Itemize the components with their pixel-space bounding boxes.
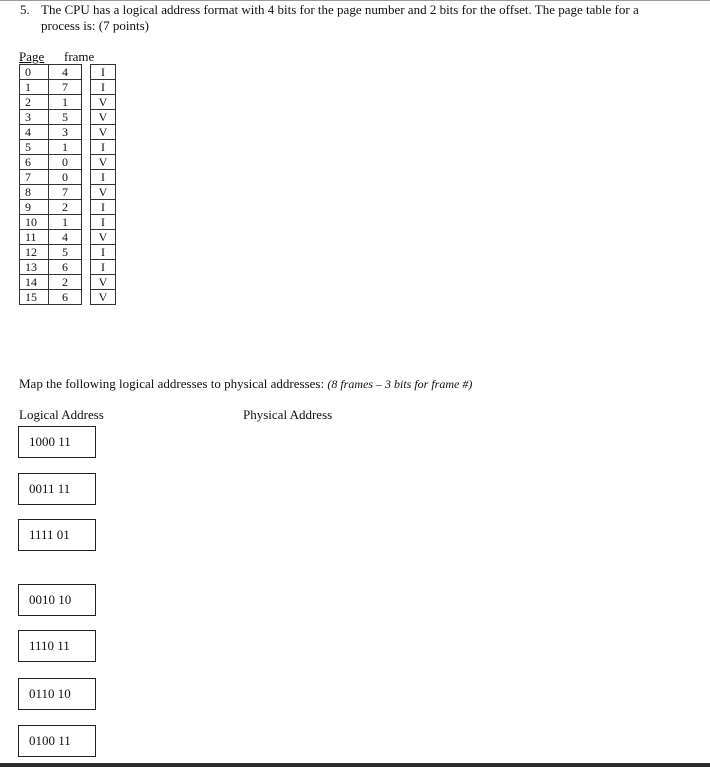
frame-number-cell: 6 [49,260,82,275]
page-table-row [20,275,116,290]
valid-bit-cell: V [91,125,116,140]
page-number-cell: 14 [20,275,49,290]
valid-bit-cell: I [91,140,116,155]
page-table-row [20,95,116,110]
valid-bit-cell: I [91,200,116,215]
logical-address-header: Logical Address [19,407,104,422]
physical-address-header: Physical Address [243,407,333,422]
cell-gap [82,185,91,200]
page-table-row [20,155,116,170]
page-number-cell: 2 [20,95,49,110]
frame-number-cell: 1 [49,95,82,110]
page-number-cell: 7 [20,170,49,185]
page-table-row [20,260,116,275]
valid-bit-cell: V [91,185,116,200]
page-table-row [20,80,116,95]
frame-number-cell: 5 [49,110,82,125]
question-text [20,2,700,34]
valid-bit-cell: V [91,110,116,125]
cell-gap [82,230,91,245]
page-number-cell: 10 [20,215,49,230]
mapping-instruction-text: Map the following logical addresses to physical addresses: [19,376,325,391]
frame-number-cell: 0 [49,155,82,170]
cell-gap [82,125,91,140]
cell-gap [82,200,91,215]
logical-address-box: 0110 10 [18,678,96,710]
mapping-instruction [19,376,472,392]
valid-bit-cell: I [91,260,116,275]
cell-gap [82,260,91,275]
frame-number-cell: 3 [49,125,82,140]
frame-number-cell: 6 [49,290,82,305]
page-table-row [20,290,116,305]
frame-header: frame [64,49,95,64]
valid-bit-cell: I [91,170,116,185]
page-table-row [20,110,116,125]
logical-address-box: 0011 11 [18,473,96,505]
page-number-cell: 8 [20,185,49,200]
page-number-cell: 0 [20,65,49,80]
cell-gap [82,170,91,185]
logical-address-box: 0010 10 [18,584,96,616]
frame-number-cell: 7 [49,185,82,200]
page-table-row [20,185,116,200]
top-rule [0,0,710,1]
cell-gap [82,80,91,95]
page-table-row [20,125,116,140]
logical-address-box: 0100 11 [18,725,96,757]
cell-gap [82,275,91,290]
page-table-row [20,170,116,185]
frame-number-cell: 2 [49,200,82,215]
page-table [19,64,116,305]
frame-number-cell: 1 [49,215,82,230]
page-number-cell: 5 [20,140,49,155]
page-number-cell: 1 [20,80,49,95]
cell-gap [82,65,91,80]
valid-bit-cell: V [91,275,116,290]
question-line-1-text: The CPU has a logical address format with 4 bits for the page number and 2 bits for the offset. The page table for a [41,2,639,17]
page-number-cell: 15 [20,290,49,305]
valid-bit-cell: V [91,290,116,305]
page-number-cell: 11 [20,230,49,245]
cell-gap [82,290,91,305]
valid-bit-cell: V [91,95,116,110]
logical-address-box: 1000 11 [18,426,96,458]
frame-number-cell: 1 [49,140,82,155]
page-number-cell: 3 [20,110,49,125]
mapping-hint: (8 frames – 3 bits for frame #) [327,377,473,391]
page-number-cell: 6 [20,155,49,170]
frame-number-cell: 0 [49,170,82,185]
page-table-row [20,245,116,260]
cell-gap [82,245,91,260]
valid-bit-cell: I [91,215,116,230]
logical-address-box: 1111 01 [18,519,96,551]
page-number-cell: 4 [20,125,49,140]
page-number-cell: 9 [20,200,49,215]
page-number-cell: 12 [20,245,49,260]
cell-gap [82,140,91,155]
valid-bit-cell: V [91,230,116,245]
page-table-row [20,230,116,245]
cell-gap [82,95,91,110]
page-table-row [20,200,116,215]
frame-number-cell: 5 [49,245,82,260]
frame-number-cell: 7 [49,80,82,95]
valid-bit-cell: I [91,80,116,95]
frame-number-cell: 4 [49,65,82,80]
valid-bit-cell: V [91,155,116,170]
question-line-2: process is: (7 points) [41,18,149,33]
frame-number-cell: 2 [49,275,82,290]
bottom-edge [0,763,710,767]
page-table-row [20,140,116,155]
logical-address-box: 1110 11 [18,630,96,662]
question-line-1 [20,2,700,18]
page-header: Page [19,49,45,64]
cell-gap [82,215,91,230]
frame-number-cell: 4 [49,230,82,245]
cell-gap [82,155,91,170]
cell-gap [82,110,91,125]
page-table-row [20,65,116,80]
valid-bit-cell: I [91,65,116,80]
valid-bit-cell: I [91,245,116,260]
question-number: 5. [20,2,30,17]
page-table-row [20,215,116,230]
page-number-cell: 13 [20,260,49,275]
